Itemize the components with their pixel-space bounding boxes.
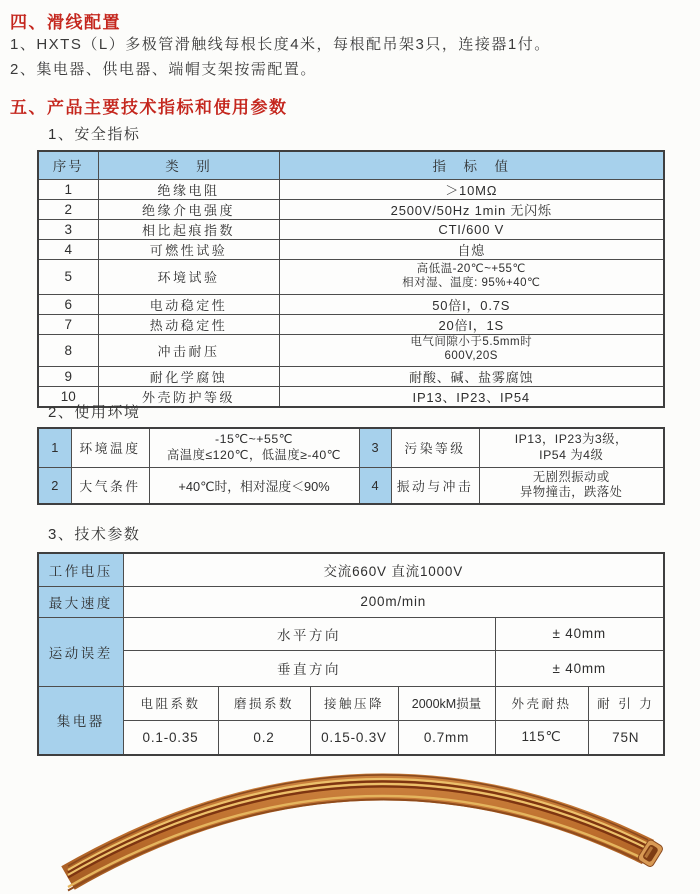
collector-col-header: 电阻系数 [123, 686, 218, 720]
table-row [38, 586, 664, 617]
cell-label: 振动与冲击 [391, 467, 479, 504]
technical-heading: 3、技术参数 [48, 526, 141, 543]
row-no: 10 [38, 386, 98, 407]
vertical-value: ± 40mm [495, 650, 664, 686]
row-category: 绝缘电阻 [98, 179, 279, 199]
cell-label: 污染等级 [391, 428, 479, 467]
cell-value-line1: -15℃~+55℃ [215, 432, 293, 447]
row-no: 8 [38, 334, 98, 366]
row-value: 20倍I，1S [279, 314, 664, 334]
row-no: 9 [38, 366, 98, 386]
collector-value: 0.2 [218, 720, 310, 755]
section4-title: 四、滑线配置 [10, 13, 121, 32]
environment-table [37, 427, 665, 505]
cell-no: 4 [359, 467, 391, 504]
row-no: 3 [38, 219, 98, 239]
table-row [38, 259, 664, 294]
row-category: 绝缘介电强度 [98, 199, 279, 219]
row-category: 耐化学腐蚀 [98, 366, 279, 386]
row-value: 2500V/50Hz 1min 无闪烁 [279, 199, 664, 219]
table-row [38, 650, 664, 686]
cell-value-line2: IP54 为4级 [539, 447, 604, 462]
table-row [38, 219, 664, 239]
working-voltage-value: 交流660V 直流1000V [123, 553, 664, 586]
table-row [38, 239, 664, 259]
safety-table [37, 150, 665, 408]
row-value-line1: 电气间隙小于5.5mm时 [410, 336, 533, 349]
row-category: 外壳防护等级 [98, 386, 279, 407]
collector-value: 0.1-0.35 [123, 720, 218, 755]
collector-header-row [38, 686, 664, 720]
row-no: 7 [38, 314, 98, 334]
table-row [38, 199, 664, 219]
collector-value: 75N [588, 720, 664, 755]
row-value: 50倍I，0.7S [279, 294, 664, 314]
collector-col-header: 耐 引 力 [588, 686, 664, 720]
environment-heading: 2、使用环境 [48, 404, 141, 421]
row-value-line1: 高低温-20℃~+55℃ [416, 262, 526, 275]
cell-value-line1: 无剧烈振动或 [532, 469, 610, 484]
row-no: 4 [38, 239, 98, 259]
col-header-value: 指 标 值 [279, 151, 664, 179]
collector-value: 115℃ [495, 720, 588, 755]
safety-heading: 1、安全指标 [48, 126, 141, 143]
table-row [38, 179, 664, 199]
row-no: 2 [38, 199, 98, 219]
vertical-label: 垂直方向 [123, 650, 495, 686]
table-row [38, 617, 664, 650]
cell-value-line1: IP13，IP23为3级， [514, 432, 628, 447]
row-value: ＞10MΩ [279, 179, 664, 199]
row-category: 相比起痕指数 [98, 219, 279, 239]
motion-error-label: 运动误差 [38, 617, 123, 686]
col-header-no: 序号 [38, 151, 98, 179]
table-row [38, 294, 664, 314]
row-value-line2: 600V,20S [444, 350, 498, 362]
collector-col-header: 外壳耐热 [495, 686, 588, 720]
horizontal-label: 水平方向 [123, 617, 495, 650]
table-row [38, 553, 664, 586]
row-value [279, 334, 664, 366]
row-category: 电动稳定性 [98, 294, 279, 314]
cell-no: 1 [38, 428, 71, 467]
cell-no: 2 [38, 467, 71, 504]
row-value-line2: 相对湿、温度: 95%+40℃ [402, 276, 541, 289]
cell-value-line2: 异物撞击，跌落处 [520, 485, 623, 500]
cell-value [479, 428, 664, 467]
technical-table [37, 552, 665, 756]
cell-label: 环境温度 [71, 428, 149, 467]
collector-col-header: 磨损系数 [218, 686, 310, 720]
section4-item-2: 2、集电器、供电器、端帽支架按需配置。 [10, 61, 317, 78]
safety-header-row [38, 151, 664, 179]
row-category: 热动稳定性 [98, 314, 279, 334]
table-row [38, 428, 664, 467]
row-no: 5 [38, 259, 98, 294]
col-header-category: 类 别 [98, 151, 279, 179]
horizontal-value: ± 40mm [495, 617, 664, 650]
row-no: 1 [38, 179, 98, 199]
collector-col-header: 接触压降 [310, 686, 398, 720]
row-value: 自熄 [279, 239, 664, 259]
section5-title: 五、产品主要技术指标和使用参数 [10, 98, 288, 117]
row-no: 6 [38, 294, 98, 314]
max-speed-label: 最大速度 [38, 586, 123, 617]
collector-value: 0.7mm [398, 720, 495, 755]
cell-value-line2: 高温度≤120℃，低温度≥-40℃ [167, 447, 341, 462]
row-category: 可燃性试验 [98, 239, 279, 259]
table-row [38, 314, 664, 334]
row-value [279, 259, 664, 294]
collector-value: 0.15-0.3V [310, 720, 398, 755]
max-speed-value: 200m/min [123, 586, 664, 617]
table-row [38, 334, 664, 366]
table-row [38, 366, 664, 386]
row-value: 耐酸、碱、盐雾腐蚀 [279, 366, 664, 386]
working-voltage-label: 工作电压 [38, 553, 123, 586]
collector-value-row [38, 720, 664, 755]
row-category: 冲击耐压 [98, 334, 279, 366]
cell-no: 3 [359, 428, 391, 467]
cell-value [149, 428, 359, 467]
row-value: IP13、IP23、IP54 [279, 386, 664, 407]
collector-label: 集电器 [38, 686, 123, 755]
section4-item-1: 1、HXTS（L）多极管滑触线每根长度4米，每根配吊架3只，连接器1付。 [10, 36, 551, 53]
collector-col-header: 2000kM损量 [398, 686, 495, 720]
row-value: CTI/600 V [279, 219, 664, 239]
row-category: 环境试验 [98, 259, 279, 294]
cell-value [479, 467, 664, 504]
cell-label: 大气条件 [71, 467, 149, 504]
conductor-rail-photo [0, 762, 700, 894]
cell-value: +40℃时，相对湿度＜90% [149, 467, 359, 504]
table-row [38, 467, 664, 504]
